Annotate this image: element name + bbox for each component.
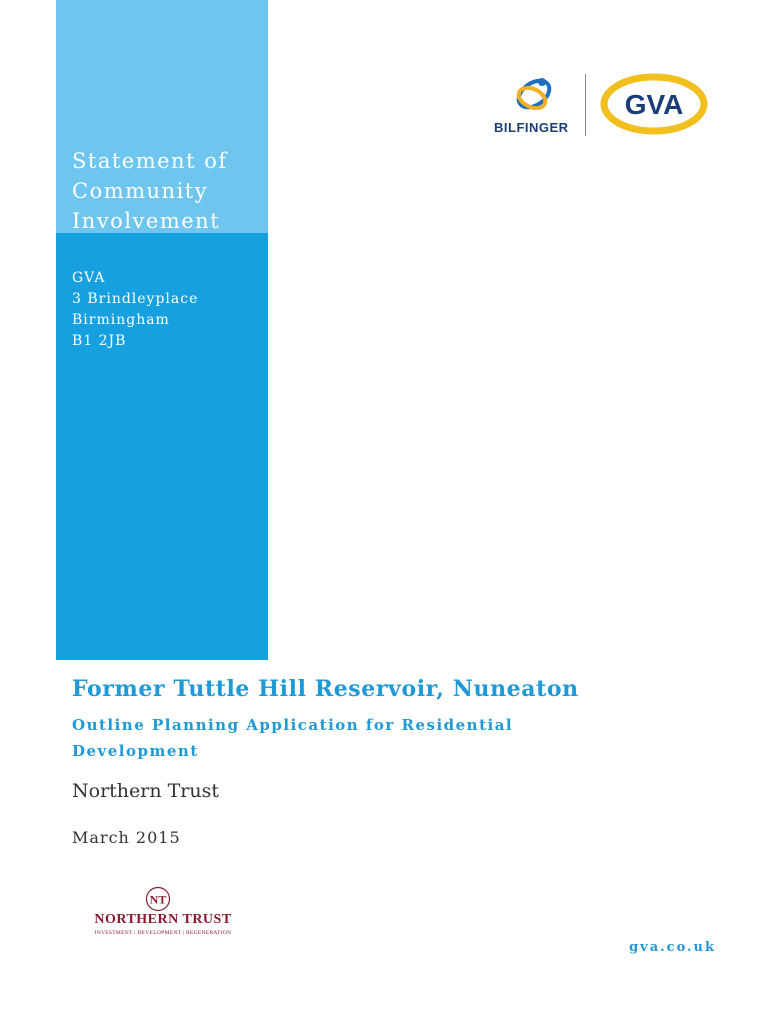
northern-trust-monogram-text: NT (149, 892, 167, 907)
document-type-line: Community (72, 179, 209, 203)
address-block (72, 268, 198, 352)
client-name: Northern Trust (72, 780, 219, 802)
document-subtitle (72, 712, 513, 764)
northern-trust-tagline: INVESTMENT | DEVELOPMENT | REGENERATION (94, 930, 232, 936)
bilfinger-logo-icon (508, 72, 560, 118)
document-type (72, 146, 262, 236)
document-title: Former Tuttle Hill Reservoir, Nuneaton (72, 676, 579, 702)
address-line: B1 2JB (72, 333, 127, 349)
website-link[interactable]: gva.co.uk (629, 940, 716, 955)
northern-trust-name: NORTHERN TRUST (94, 912, 232, 927)
document-subtitle-line: Development (72, 742, 199, 760)
address-line: GVA (72, 270, 106, 286)
gva-logo-text: GVA (624, 89, 684, 120)
header-logos (490, 66, 710, 146)
northern-trust-monogram-icon (138, 886, 178, 912)
document-type-line: Involvement (72, 209, 221, 233)
northern-trust-logo (78, 886, 248, 940)
address-line: Birmingham (72, 312, 170, 328)
document-date: March 2015 (72, 828, 181, 847)
gva-logo-icon (598, 70, 710, 136)
address-line: 3 Brindleyplace (72, 291, 199, 307)
document-subtitle-line: Outline Planning Application for Residential (72, 716, 514, 734)
logo-divider (585, 74, 586, 136)
bilfinger-logo-text: BILFINGER (494, 120, 569, 135)
document-type-line: Statement of (72, 149, 228, 173)
